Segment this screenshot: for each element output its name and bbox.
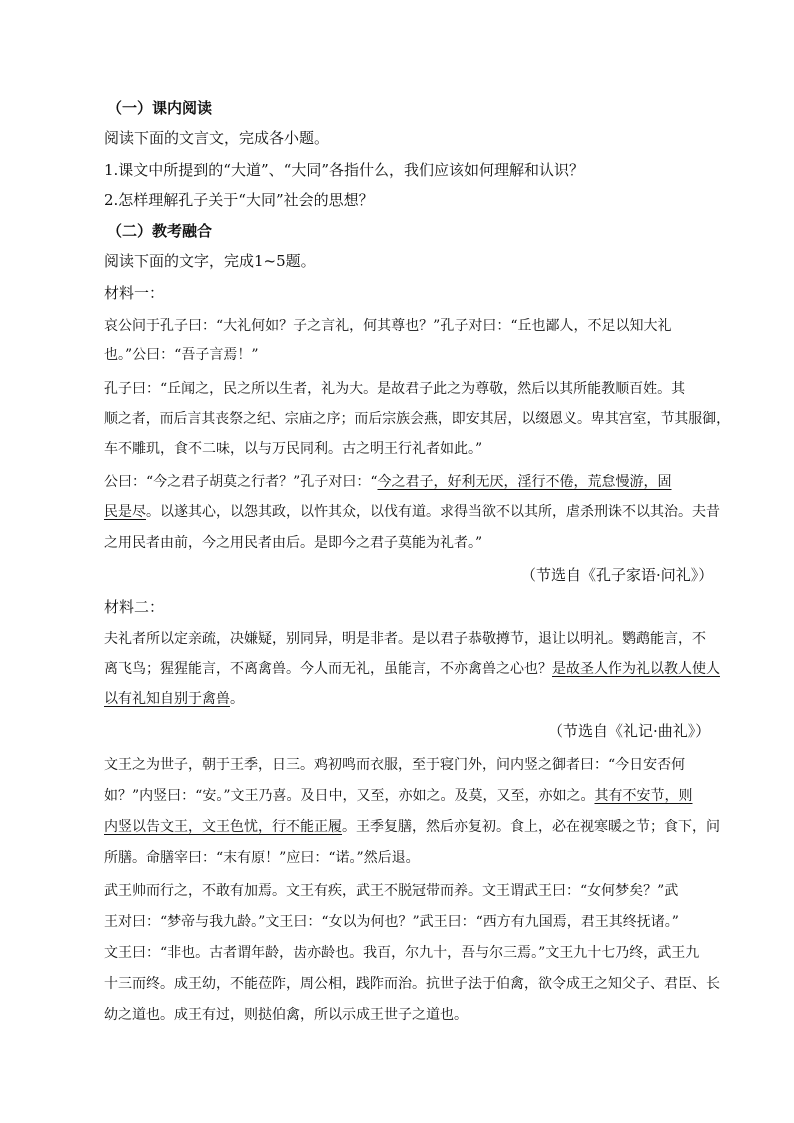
material1-source: （节选自《孔子家语·问礼》） [521,566,714,584]
m2-p1-text-end: 。 [230,691,244,707]
m2-p1-line1: 夫礼者所以定亲疏，决嫌疑，别同异，明是非者。是以君子恭敬撙节，退让以明礼。鹦鹉能言，不 [104,631,706,647]
question-2: 2.怎样理解孔子关于“大同”社会的思想？ [104,191,374,209]
m3-p1-text: 如？”内竖曰：“安。”文王乃喜。及日中，又至，亦如之。及莫，又至，亦如之。 [104,788,595,804]
m2-underlined-sentence-part2: 以有礼知自别于禽兽 [104,691,230,707]
section1-intro: 阅读下面的文言文，完成各小题。 [104,129,330,147]
m1-p3-line1 [104,471,671,491]
m1-p3-line3: 之用民者由前，今之用民者由后。是即今之君子莫能为礼者。” [104,535,483,551]
section2-intro: 阅读下面的文字，完成1~5题。 [104,252,316,270]
m1-p2-line1: 孔子曰：“丘闻之，民之所以生者，礼为大。是故君子此之为尊敬，然后以其所能教顺百姓。其 [104,381,686,397]
m2-underlined-sentence-part1: 是故圣人作为礼以教人使人 [552,661,720,677]
m3-p2-line1: 武王帅而行之，不敢有加焉。文王有疾，武王不脱冠带而养。文王谓武王曰：“女何梦矣？”武 [104,883,679,899]
section1-heading: （一）课内阅读 [107,99,213,117]
m3-p1-line2 [104,785,692,805]
m2-p1-line2 [104,658,720,678]
m3-p1-text-cont: 。王季复膳，然后亦复初。食上，必在视寒暖之节；食下，问 [342,819,720,835]
m3-p1-line3 [104,816,720,836]
m3-underlined-sentence-part2: 内竖以告文王，文王色忧，行不能正履 [104,819,342,835]
m1-p1-line1: 哀公问于孔子曰：“大礼何如？子之言礼，何其尊也？”孔子对曰：“丘也鄙人，不足以知大礼 [104,318,672,334]
m1-underlined-sentence-part1: 今之君子，好利无厌，淫行不倦，荒怠慢游，固 [377,474,672,490]
m1-p3-text-cont: 。以遂其心，以怨其政，以忤其众，以伐有道。求得当欲不以其所，虐杀刑诛不以其治。夫昔 [146,504,720,520]
m3-p1-line1: 文王之为世子，朝于王季，日三。鸡初鸣而衣服，至于寝门外，问内竖之御者曰：“今日安否何 [104,757,686,773]
m3-p2-line5: 幼之道也。成王有过，则挞伯禽，所以示成王世子之道也。 [104,1007,468,1023]
m1-p1-line2: 也。”公曰：“吾子言焉！” [104,347,259,363]
section2-heading: （二）教考融合 [107,222,213,240]
m1-p3-line2 [104,501,720,521]
m3-underlined-sentence-part1: 其有不安节，则 [594,788,693,804]
m3-p2-line3: 文王曰：“非也。古者谓年龄，齿亦龄也。我百，尔九十，吾与尔三焉。”文王九十七乃终，武王九 [104,945,700,961]
m1-p2-line3: 车不雕玑，食不二味，以与万民同利。古之明王行礼者如此。” [104,441,483,457]
material1-label: 材料一： [104,284,165,302]
m2-p1-text: 离飞鸟；猩猩能言，不离禽兽。今人而无礼，虽能言，不亦禽兽之心也？ [104,661,552,677]
m1-p3-text: 公曰：“今之君子胡莫之行者？”孔子对曰：“ [104,474,378,490]
question-1: 1.课文中所提到的“大道”、“大同”各指什么，我们应该如何理解和认识？ [104,161,584,179]
m1-underlined-sentence-part2: 民是尽 [104,504,146,520]
m1-p2-line2: 顺之者，而后言其丧祭之纪、宗庙之序；而后宗族会燕，即安其居，以缀恩义。卑其宫室，节其服御， [104,411,731,427]
material2-source: （节选自《礼记·曲礼》） [548,722,711,740]
m3-p2-line2: 王对曰：“梦帝与我九龄。”文王曰：“女以为何也？”武王曰：“西方有九国焉，君王其终抚诸。” [104,914,679,930]
m2-p1-line3 [104,688,244,708]
m3-p1-line4: 所膳。命膳宰曰：“末有原！”应曰：“诺。”然后退。 [104,850,420,866]
material2-label: 材料二： [104,598,165,616]
m3-p2-line4: 十三而终。成王幼，不能莅阼，周公相，践阼而治。抗世子法于伯禽，欲令成王之知父子、君臣、长 [104,976,720,992]
